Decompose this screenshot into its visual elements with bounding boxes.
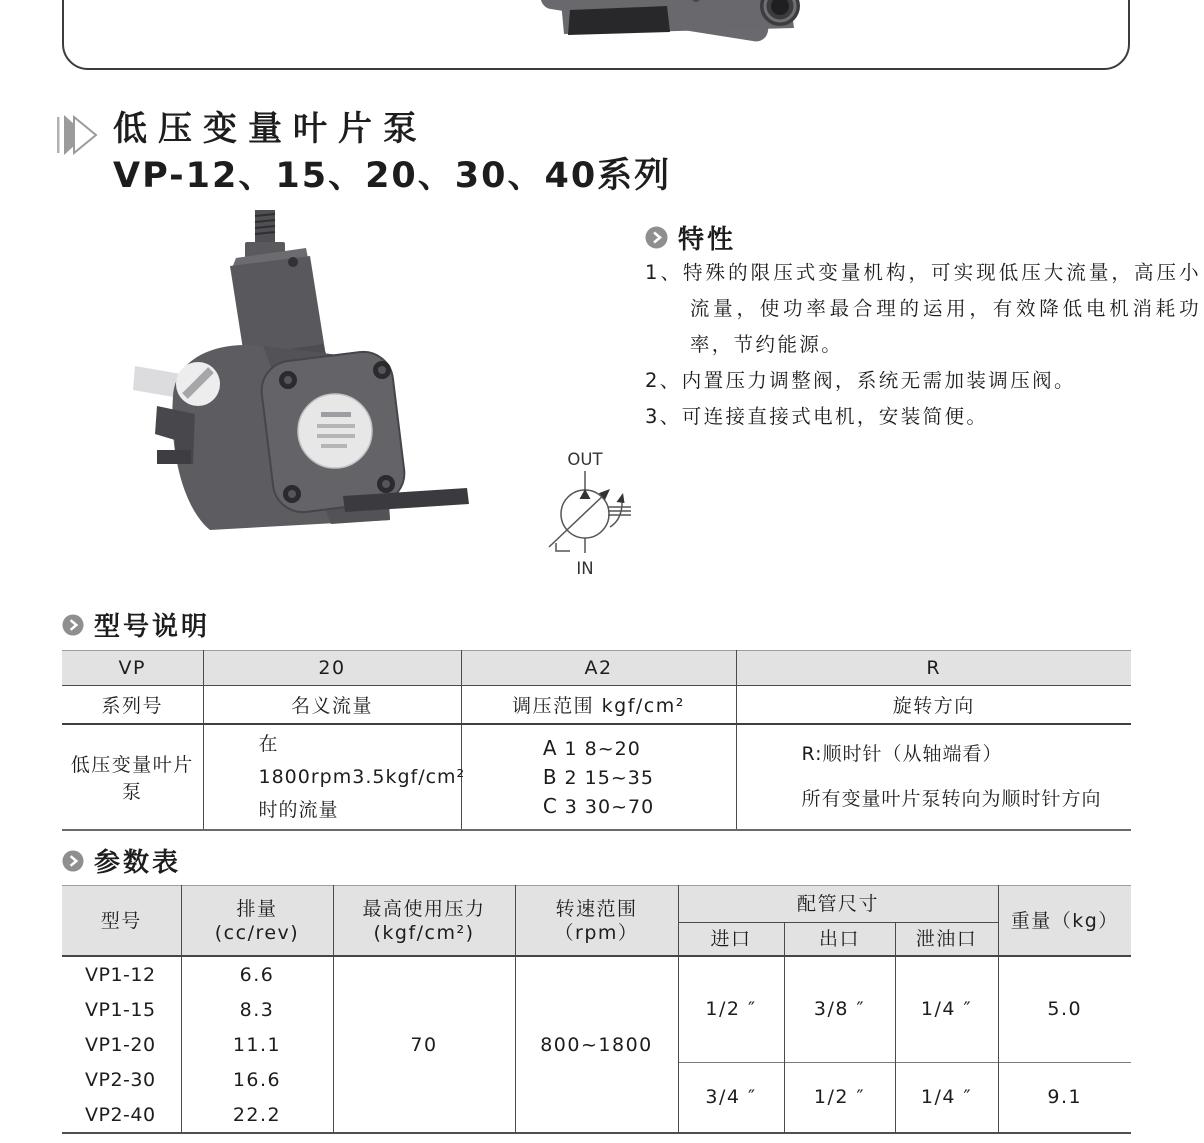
double-arrow-icon [57, 114, 105, 158]
label-pressure-range: 调压范围 kgf/cm² [461, 686, 736, 725]
model-code-table [62, 650, 1131, 831]
inlet-size: 1/2 ″ [678, 956, 784, 1062]
header-displacement: 排量 (cc/rev) [181, 886, 333, 957]
title-text [113, 106, 671, 199]
speed-range-value: 800~1800 [515, 956, 678, 1133]
header-piping: 配管尺寸 [678, 886, 998, 923]
param-section-heading [62, 842, 181, 879]
model-name: VP2-30 [85, 1068, 156, 1091]
rotation-line: R:顺时针（从轴端看） [801, 743, 1003, 765]
rotation-cell [736, 724, 1131, 830]
code-vp: VP [62, 651, 203, 686]
pump-photo [95, 198, 565, 536]
weight-value: 5.0 [998, 956, 1131, 1062]
table-row [62, 956, 1131, 992]
header-model: 型号 [62, 886, 181, 957]
nominal-flow-line: 时的流量 [258, 798, 339, 821]
title-block [57, 106, 671, 199]
series-name-cell: 低压变量叶片泵 [70, 754, 194, 803]
features-list [645, 255, 1201, 435]
pressure-option: B 2 15~35 [542, 764, 654, 789]
label-series: 系列号 [62, 686, 203, 725]
weight-value: 9.1 [998, 1062, 1131, 1133]
code-flow: 20 [203, 651, 461, 686]
chevron-bullet-icon [62, 850, 84, 872]
header-inlet: 进口 [678, 923, 784, 957]
model-name: VP1-15 [85, 998, 156, 1021]
header-speed-range: 转速范围 （rpm） [515, 886, 678, 957]
header-weight: 重量（kg） [998, 886, 1131, 957]
inlet-size: 3/4 ″ [678, 1062, 784, 1133]
displacement-value: 8.3 [181, 992, 333, 1027]
model-name: VP1-12 [85, 963, 156, 986]
rotation-line: 所有变量叶片泵转向为顺时针方向 [801, 788, 1102, 810]
chevron-bullet-icon [62, 614, 84, 636]
outlet-size: 1/2 ″ [784, 1062, 895, 1133]
max-pressure-value: 70 [333, 956, 515, 1133]
parameter-table [62, 885, 1131, 1134]
top-product-box [62, 0, 1130, 70]
pressure-options-cell [461, 724, 736, 830]
model-table-heading: 型号说明 [94, 612, 211, 642]
header-outlet: 出口 [784, 923, 895, 957]
displacement-value: 22.2 [181, 1097, 333, 1133]
code-pressure: A2 [461, 651, 736, 686]
displacement-value: 11.1 [181, 1027, 333, 1062]
feature-item: 1、特殊的限压式变量机构，可实现低压大流量，高压小流量，使功率最合理的运用，有效降低电机消耗功率，节约能源。 [645, 261, 1201, 356]
drain-size: 1/4 ″ [895, 956, 998, 1062]
label-flow: 名义流量 [203, 686, 461, 725]
features-heading: 特性 [678, 225, 737, 255]
model-name: VP2-40 [85, 1103, 156, 1126]
nominal-flow-cell [203, 724, 466, 830]
features-section-heading [645, 219, 736, 256]
header-max-pressure: 最高使用压力 (kgf/cm²) [333, 886, 515, 957]
model-name: VP1-20 [85, 1033, 156, 1056]
model-section-heading [62, 606, 210, 643]
pressure-option: A 1 8~20 [542, 735, 641, 760]
feature-item: 3、可连接直接式电机，安装简便。 [645, 405, 989, 428]
chevron-bullet-icon [645, 226, 668, 249]
page-title: 低压变量叶片泵 [113, 109, 428, 149]
code-rotation: R [736, 651, 1131, 686]
feature-item: 2、内置压力调整阀，系统无需加装调压阀。 [645, 369, 1076, 392]
symbol-out-label: OUT [567, 450, 603, 469]
displacement-value: 16.6 [181, 1062, 333, 1097]
top-product-photo [464, 0, 804, 68]
param-table-heading: 参数表 [94, 848, 182, 878]
pressure-option: C 3 30~70 [542, 793, 655, 818]
header-drain: 泄油口 [895, 923, 998, 957]
label-rotation: 旋转方向 [736, 686, 1131, 725]
page-subtitle: VP-12、15、20、30、40系列 [113, 156, 672, 196]
outlet-size: 3/8 ″ [784, 956, 895, 1062]
pump-hydraulic-symbol [520, 447, 655, 580]
displacement-value: 6.6 [181, 956, 333, 992]
nominal-flow-line: 在1800rpm3.5kgf/cm² [258, 732, 466, 788]
drain-size: 1/4 ″ [895, 1062, 998, 1133]
symbol-in-label: IN [576, 559, 594, 578]
